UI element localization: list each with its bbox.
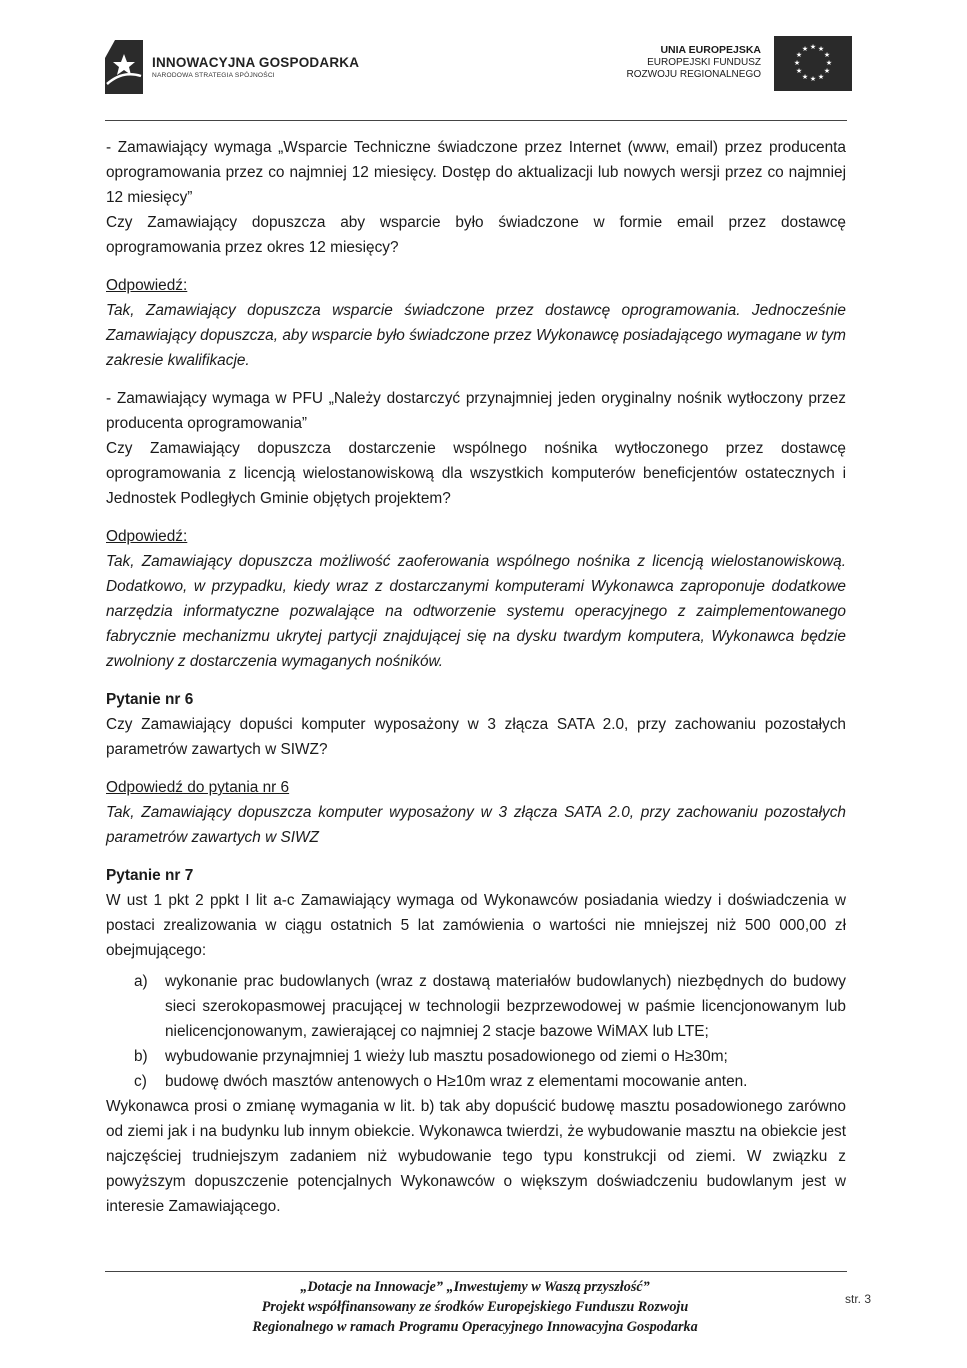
document-body	[106, 135, 846, 1219]
s1-requirement: - Zamawiający wymaga „Wsparcie Techniczne świadczone przez Internet (www, email) przez producenta oprogramowania przez co najmniej 12 miesięcy. Dostęp do aktualizacji lub nowych wersji przez co najmniej 12 miesięcy”	[106, 139, 846, 206]
footer-line-3: Regionalnego w ramach Programu Operacyjnego Innowacyjna Gospodarka	[252, 1319, 698, 1335]
q6-answer: Tak, Zamawiający dopuszcza komputer wyposażony w 3 złącza SATA 2.0, przy zachowaniu pozostałych parametrów zawartych w SIWZ	[106, 804, 846, 846]
list-item-text: budowę dwóch masztów antenowych o H≥10m wraz z elementami mocowanie anten.	[165, 1073, 748, 1090]
footer-line-1: „Dotacje na Innowacje” „Inwestujemy w Waszą przyszłość”	[300, 1279, 650, 1295]
eu-flag-icon	[774, 36, 852, 91]
svg-text:★: ★	[809, 75, 817, 83]
q7-title: Pytanie nr 7	[106, 867, 194, 884]
eu-label	[627, 44, 761, 82]
brand-title: INNOWACYJNA GOSPODARKA	[152, 55, 360, 70]
s2-requirement: - Zamawiający wymaga w PFU „Należy dostarczyć przynajmniej jeden oryginalny nośnik wytłoczony przez producenta oprogramowania”	[106, 390, 846, 432]
s1-answer: Tak, Zamawiający dopuszcza wsparcie świadczone przez dostawcę oprogramowania. Jednocześnie Zamawiający dopuszcza, aby wsparcie było świadczone przez Wykonawcę posiadającego wymagane w tym zakresie kwalifikacje.	[106, 302, 846, 369]
q6-text: Czy Zamawiający dopuści komputer wyposażony w 3 złącza SATA 2.0, przy zachowaniu pozostałych parametrów zawartych w SIWZ?	[106, 716, 846, 758]
s2-answer: Tak, Zamawiający dopuszcza możliwość zaoferowania wspólnego nośnika z licencją wielostanowiskową. Dodatkowo, w przypadku, kiedy wraz z dostarczanymi komputerami Wykonawca zaproponuje dodatkowe narzędzia informatyczne pozwalające na odtworzenie systemu operacyjnego z zaimplementowanego fabrycznie mechanizmu ukrytej partycji znajdującej się na dysku twardym komputera, Wykonawca będzie zwolniony z dostarczenia wymaganych nośników.	[106, 553, 846, 670]
list-marker: c)	[134, 1073, 147, 1090]
svg-text:★: ★	[825, 59, 833, 67]
q6-answer-label: Odpowiedź do pytania nr 6	[106, 779, 290, 796]
list-item	[106, 1044, 846, 1069]
q7-text: W ust 1 pkt 2 ppkt I lit a-c Zamawiający wymaga od Wykonawców posiadania wiedzy i doświadczenia w postaci zrealizowania w ciągu ostatnich 5 lat zamówienia o wartości nie mniejszej niż 500 000,00 zł obejmującego:	[106, 892, 846, 959]
svg-text:★: ★	[823, 51, 831, 59]
svg-text:★: ★	[817, 45, 825, 53]
footer-line-2: Projekt współfinansowany ze środków Europejskiego Funduszu Rozwoju	[261, 1299, 689, 1315]
list-marker: b)	[134, 1048, 148, 1065]
s1-question: Czy Zamawiający dopuszcza aby wsparcie było świadczone w formie email przez dostawcę oprogramowania przez okres 12 miesięcy?	[106, 214, 846, 256]
q7-justification: Wykonawca prosi o zmianę wymagania w lit. b) tak aby dopuścić budowę masztu posadowionego zarówno od ziemi jak i na budynku lub innym obiekcie. Wykonawca twierdzi, że wybudowanie masztu na obiekcie jest najczęściej trudniejszym zadaniem niż wybudowanie tego typu konstrukcji od ziemi. W związku z powyższym dopuszczenie potencjalnych Wykonawców o większym doświadczeniu budowlanym jest w interesie Zamawiającego.	[106, 1098, 846, 1215]
list-item	[106, 1069, 846, 1094]
eu-line-2: EUROPEJSKI FUNDUSZ	[647, 56, 761, 68]
eu-line-3: ROZWOJU REGIONALNEGO	[626, 69, 761, 80]
svg-text:★: ★	[809, 43, 817, 51]
s2-question: Czy Zamawiający dopuszcza dostarczenie wspólnego nośnika wytłoczonego przez dostawcę oprogramowania z licencją wielostanowiskową dla wszystkich komputerów beneficjentów ostatecznych i Jednostek Podległych Gminie objętych projektem?	[106, 440, 846, 507]
footer	[100, 1277, 850, 1337]
header-divider	[105, 120, 847, 121]
q7-requirements-list	[106, 969, 846, 1094]
svg-text:★: ★	[795, 51, 803, 59]
ig-logo-icon	[105, 40, 143, 94]
list-marker: a)	[134, 973, 148, 990]
brand-subtitle: NARODOWA STRATEGIA SPÓJNOŚCI	[152, 72, 275, 79]
list-item	[106, 969, 846, 1044]
svg-text:★: ★	[817, 73, 825, 81]
eu-line-1: UNIA EUROPEJSKA	[660, 44, 761, 56]
innowacyjna-gospodarka-logo	[105, 38, 405, 98]
svg-text:★: ★	[801, 73, 809, 81]
svg-text:★: ★	[793, 59, 801, 67]
svg-text:★: ★	[823, 67, 831, 75]
list-item-text: wybudowanie przynajmniej 1 wieży lub masztu posadowionego od ziemi o H≥30m;	[165, 1048, 728, 1065]
list-item-text: wykonanie prac budowlanych (wraz z dostawą materiałów budowlanych) niezbędnych do budowy sieci szerokopasmowej pracującej w technologii bezprzewodowej w paśmie licencjonowanym lub nielicencjonowanym, zawierającej co najmniej 2 stacje bazowe WiMAX lub LTE;	[165, 973, 846, 1040]
page-number: str. 3	[845, 1292, 872, 1306]
svg-text:★: ★	[801, 45, 809, 53]
s1-answer-label: Odpowiedź:	[106, 277, 188, 294]
s2-answer-label: Odpowiedź:	[106, 528, 188, 545]
svg-text:★: ★	[795, 67, 803, 75]
q6-title: Pytanie nr 6	[106, 691, 194, 708]
footer-divider	[105, 1271, 847, 1272]
